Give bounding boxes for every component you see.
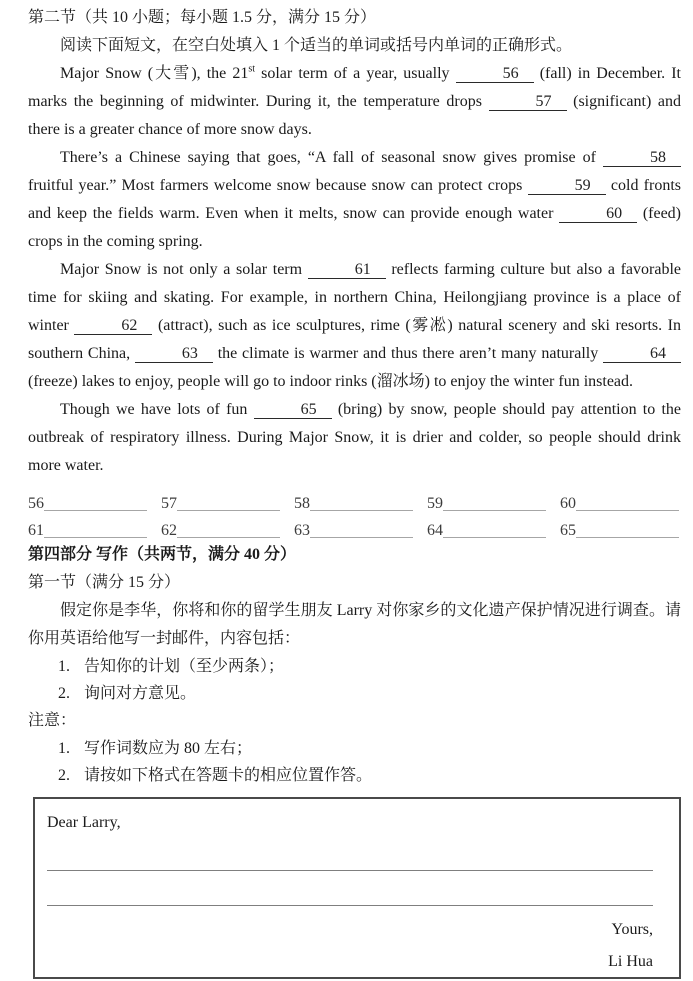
- answer-blank-line[interactable]: [310, 537, 413, 538]
- section2-heading: 第二节（共 10 小题；每小题 1.5 分，满分 15 分）: [28, 9, 377, 26]
- cloze-blank-63[interactable]: 63: [135, 345, 213, 363]
- answer-blank-line[interactable]: [44, 537, 147, 538]
- cloze-blank-62[interactable]: 62: [74, 317, 152, 335]
- note-number: 1.: [58, 740, 70, 757]
- cloze-paragraph-4: Though we have lots of fun 65 (bring) by snow, people should pay attention to the outbreak of respiratory illness. During Major Snow, it is drier and colder, so people should drink more water.: [28, 401, 682, 474]
- answer-number: 57: [161, 495, 177, 512]
- answer-number: 60: [560, 495, 576, 512]
- letter-signature: Li Hua: [608, 953, 653, 970]
- answer-slot-59: [427, 494, 560, 514]
- point-number: 2.: [58, 685, 70, 702]
- answer-number: 58: [294, 495, 310, 512]
- answer-blank-line[interactable]: [44, 510, 147, 511]
- note-text: 写作词数应为 80 左右；: [84, 740, 253, 757]
- cloze-paragraph-1: Major Snow (大雪), the 21st solar term of a year, usually 56 (fall) in December. It marks the beginning of midwinter. During it, the temperature drops 57 (significant) and there is a greater chance of more snow days.: [28, 63, 681, 138]
- ordinal-superscript: st: [248, 63, 256, 75]
- answer-blank-line[interactable]: [443, 537, 546, 538]
- cloze-blank-65[interactable]: 65: [254, 401, 332, 419]
- answer-slot-56: [28, 494, 161, 514]
- point-text: 询问对方意见。: [84, 685, 197, 702]
- note-item-2: [28, 762, 681, 789]
- prompt-point-1: [28, 653, 681, 680]
- answer-slot-58: [294, 494, 427, 514]
- answer-number: 56: [28, 495, 44, 512]
- letter-template-box: [33, 797, 681, 979]
- cloze-blank-61[interactable]: 61: [308, 261, 386, 279]
- part4-heading: 第四部分 写作（共两节，满分 40 分）: [28, 546, 297, 563]
- writing-prompt: 假定你是李华，你将和你的留学生朋友 Larry 对你家乡的文化遗产保护情况进行调查。请你用英语给他写一封邮件，内容包括：: [28, 602, 681, 647]
- answer-row-2: [28, 514, 681, 541]
- answer-slot-65: [560, 521, 681, 541]
- point-number: 1.: [58, 658, 70, 675]
- note-item-1: [28, 735, 681, 762]
- point-text: 告知你的计划（至少两条）；: [84, 658, 285, 675]
- prompt-point-2: [28, 680, 681, 707]
- note-text: 请按如下格式在答题卡的相应位置作答。: [84, 767, 373, 784]
- answer-blank-line[interactable]: [576, 510, 679, 511]
- cloze-blank-60[interactable]: 60: [559, 205, 637, 223]
- answer-blank-line[interactable]: [443, 510, 546, 511]
- cloze-paragraph-3: Major Snow is not only a solar term 61 reflects farming culture but also a favorable time for skiing and skating. For example, in northern China, Heilongjiang province is a place of winter 62 (attract), such as ice sculptures, rime (雾凇) natural scenery and ski resorts. In southern China, 63 the climate is warmer and thus there aren’t many naturally 64 (freeze) lakes to enjoy, people will go to indoor rinks (溜冰场) to enjoy the winter fun instead.: [28, 261, 682, 390]
- cloze-blank-57[interactable]: 57: [489, 93, 567, 111]
- cloze-blank-56[interactable]: 56: [456, 65, 534, 83]
- cloze-blank-59[interactable]: 59: [528, 177, 606, 195]
- letter-blank-line-1[interactable]: [47, 835, 653, 871]
- notes-label: 注意：: [28, 712, 77, 729]
- answer-blank-line[interactable]: [177, 510, 280, 511]
- answer-slot-63: [294, 521, 427, 541]
- answer-blank-line[interactable]: [576, 537, 679, 538]
- cloze-blank-58[interactable]: 58: [603, 149, 681, 167]
- cloze-paragraph-2: There’s a Chinese saying that goes, “A fall of seasonal snow gives promise of 58fruitful year.” Most farmers welcome snow because snow can protect crops 59 cold fronts and keep the fields warm. Even when it melts, snow can provide enough water 60 (feed) crops in the coming spring.: [28, 149, 682, 250]
- section2-instruction: 阅读下面短文，在空白处填入 1 个适当的单词或括号内单词的正确形式。: [60, 37, 573, 54]
- letter-salutation: Dear Larry,: [47, 814, 121, 831]
- answer-blank-line[interactable]: [177, 537, 280, 538]
- answer-number: 59: [427, 495, 443, 512]
- answer-number: 65: [560, 522, 576, 539]
- letter-blank-line-2[interactable]: [47, 871, 653, 906]
- answer-slot-64: [427, 521, 560, 541]
- answer-blank-line[interactable]: [310, 510, 413, 511]
- answer-grid: [28, 487, 681, 541]
- answer-slot-62: [161, 521, 294, 541]
- note-number: 2.: [58, 767, 70, 784]
- answer-number: 64: [427, 522, 443, 539]
- answer-slot-57: [161, 494, 294, 514]
- answer-number: 61: [28, 522, 44, 539]
- part4-section1-heading: 第一节（满分 15 分）: [28, 574, 181, 591]
- answer-number: 62: [161, 522, 177, 539]
- answer-slot-60: [560, 494, 681, 514]
- letter-closing: Yours,: [611, 921, 653, 938]
- cloze-blank-64[interactable]: 64: [603, 345, 681, 363]
- answer-number: 63: [294, 522, 310, 539]
- answer-slot-61: [28, 521, 161, 541]
- answer-row-1: [28, 487, 681, 514]
